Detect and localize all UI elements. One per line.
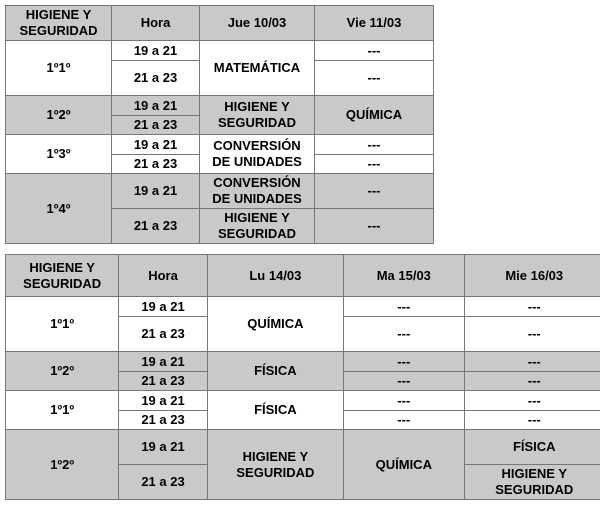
header-subject: HIGIENE Y SEGURIDAD [6, 6, 112, 41]
hour-cell: 21 a 23 [112, 209, 200, 244]
class-cell: --- [464, 411, 600, 430]
hour-cell: 21 a 23 [119, 465, 207, 500]
group-cell: 1º4º [6, 174, 112, 244]
group-cell: 1º2º [6, 352, 119, 391]
class-cell: --- [344, 352, 464, 372]
class-cell: --- [344, 411, 464, 430]
class-cell: --- [315, 41, 434, 61]
group-cell: 1º2º [6, 430, 119, 500]
hour-cell: 21 a 23 [112, 116, 200, 135]
class-cell: FÍSICA [464, 430, 600, 465]
hour-cell: 21 a 23 [112, 155, 200, 174]
class-cell: CONVERSIÓN DE UNIDADES [200, 174, 315, 209]
class-cell: --- [464, 297, 600, 317]
class-cell: --- [464, 372, 600, 391]
class-cell: HIGIENE Y SEGURIDAD [200, 96, 315, 135]
hour-cell: 19 a 21 [112, 135, 200, 155]
class-cell: MATEMÁTICA [200, 41, 315, 96]
class-cell: --- [464, 317, 600, 352]
header-subject: HIGIENE Y SEGURIDAD [6, 255, 119, 297]
class-cell: --- [315, 135, 434, 155]
group-cell: 1º1º [6, 41, 112, 96]
class-cell: QUÍMICA [344, 430, 464, 500]
hour-cell: 19 a 21 [112, 96, 200, 116]
class-cell: --- [344, 297, 464, 317]
class-cell: --- [344, 317, 464, 352]
header-day-ma: Ma 15/03 [344, 255, 464, 297]
hour-cell: 19 a 21 [112, 41, 200, 61]
schedule-table-week1 [5, 5, 434, 244]
class-cell: --- [344, 372, 464, 391]
header-day-jue: Jue 10/03 [200, 6, 315, 41]
class-cell: --- [315, 155, 434, 174]
header-day-mie: Mie 16/03 [464, 255, 600, 297]
hour-cell: 19 a 21 [119, 297, 207, 317]
class-cell: HIGIENE Y SEGURIDAD [207, 430, 343, 500]
group-cell: 1º1º [6, 391, 119, 430]
hour-cell: 19 a 21 [119, 391, 207, 411]
class-cell: --- [315, 61, 434, 96]
hour-cell: 21 a 23 [119, 411, 207, 430]
class-cell: CONVERSIÓN DE UNIDADES [200, 135, 315, 174]
hour-cell: 21 a 23 [119, 372, 207, 391]
class-cell: --- [344, 391, 464, 411]
hour-cell: 21 a 23 [119, 317, 207, 352]
group-cell: 1º1º [6, 297, 119, 352]
schedule-table-week2 [5, 254, 600, 500]
header-hour: Hora [112, 6, 200, 41]
hour-cell: 19 a 21 [119, 430, 207, 465]
class-cell: QUÍMICA [315, 96, 434, 135]
class-cell: --- [464, 352, 600, 372]
class-cell: FÍSICA [207, 391, 343, 430]
class-cell: --- [315, 174, 434, 209]
group-cell: 1º2º [6, 96, 112, 135]
class-cell: FÍSICA [207, 352, 343, 391]
hour-cell: 21 a 23 [112, 61, 200, 96]
hour-cell: 19 a 21 [119, 352, 207, 372]
class-cell: --- [464, 391, 600, 411]
header-day-vie: Vie 11/03 [315, 6, 434, 41]
hour-cell: 19 a 21 [112, 174, 200, 209]
header-hour: Hora [119, 255, 207, 297]
class-cell: HIGIENE Y SEGURIDAD [464, 465, 600, 500]
header-day-lu: Lu 14/03 [207, 255, 343, 297]
class-cell: HIGIENE Y SEGURIDAD [200, 209, 315, 244]
class-cell: --- [315, 209, 434, 244]
group-cell: 1º3º [6, 135, 112, 174]
class-cell: QUÍMICA [207, 297, 343, 352]
